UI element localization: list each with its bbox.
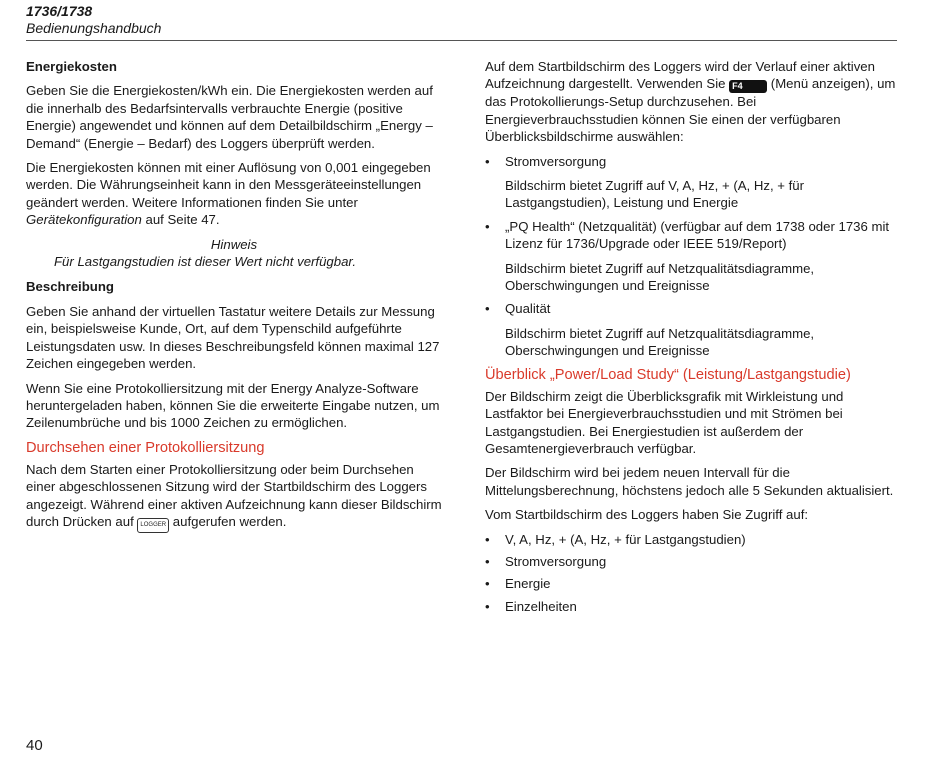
overview-paragraph-2: Der Bildschirm wird bei jedem neuen Intervall für die Mittelungsberechnung, höchstens jedoch alle 5 Sekunden aktualisiert. bbox=[485, 465, 894, 498]
energy-p2-text-b: auf Seite 47. bbox=[141, 212, 220, 228]
list-item bbox=[485, 531, 899, 548]
page-header bbox=[26, 3, 161, 37]
list-item bbox=[485, 153, 899, 212]
energy-costs-paragraph-1: Geben Sie die Energiekosten/kWh ein. Die Energiekosten werden auf die innerhalb des Bedarfsintervalls verbrauchte Energie (positive Energie) angewendet und können auf dem Detailbildschirm „Energy – Demand“ (Energie – Bedarf) des Loggers überprüft werden. bbox=[26, 83, 433, 151]
list-item-label: Stromversorgung bbox=[505, 553, 607, 569]
left-column bbox=[26, 58, 442, 540]
description-paragraph-1: Geben Sie anhand der virtuellen Tastatur weitere Details zur Messung ein, beispielsweise Kunde, Ort, auf dem Typenschild aufgeführte Leistungsdaten usw. In dieses Beschreibungsfeld können maximal 127 Zeichen eingegeben werden. bbox=[26, 303, 440, 372]
overview-paragraph-1: Der Bildschirm zeigt die Überblicksgrafik mit Wirkleistung und Lastfaktor bei Energieverbrauchsstudien und mit Strömen bei Lastgangstudien. Bei Energiestudien ist außerdem der Gesamtenergieverbrauch verfügbar. bbox=[485, 388, 844, 456]
page-number: 40 bbox=[26, 737, 43, 754]
energy-costs-paragraph-2 bbox=[26, 159, 442, 229]
bullet-icon: • bbox=[485, 153, 490, 169]
logger-key-icon: LOGGER bbox=[137, 518, 169, 533]
bullet-icon: • bbox=[485, 576, 490, 592]
note-text: Für Lastgangstudien ist dieser Wert nicht verfügbar. bbox=[54, 254, 356, 270]
list-item-description: Bildschirm bietet Zugriff auf V, A, Hz, + (A, Hz, + für Lastgangstudien), Leistung und Energie bbox=[505, 178, 805, 211]
review-session-paragraph bbox=[26, 461, 442, 533]
bullet-icon: • bbox=[485, 218, 490, 234]
review-text-a: Nach dem Starten einer Protokolliersitzung oder beim Durchsehen einer abgeschlossenen Sitzung wird der Startbildschirm des Loggers angezeigt. Während einer aktiven Aufzeichnung kann dieser Bildschirm durch Drücken auf bbox=[26, 461, 442, 529]
list-item-label: „PQ Health“ (Netzqualität) (verfügbar auf dem 1738 oder 1736 mit Lizenz für 1736/Upgrade oder IEEE 519/Report) bbox=[505, 218, 890, 252]
list-item-label: Einzelheiten bbox=[505, 598, 577, 614]
list-item-description: Bildschirm bietet Zugriff auf Netzqualitätsdiagramme, Oberschwingungen und Ereignisse bbox=[505, 325, 815, 359]
right-column bbox=[485, 58, 899, 621]
overview-paragraph-3: Vom Startbildschirm des Loggers haben Sie Zugriff auf: bbox=[485, 507, 809, 523]
bullet-icon: • bbox=[485, 301, 490, 317]
note-title: Hinweis bbox=[210, 236, 258, 252]
review-session-heading: Durchsehen einer Protokolliersitzung bbox=[26, 439, 265, 456]
energy-p2-text-a: Die Energiekosten können mit einer Auflösung von 0,001 eingegeben werden. Die Währungseinheit kann in den Messgeräteeinstellungen geändert werden. Weitere Informationen finden Sie unter bbox=[26, 160, 431, 210]
description-paragraph-2: Wenn Sie eine Protokolliersitzung mit der Energy Analyze-Software heruntergeladen haben, können Sie die erweiterte Eingabe nutzen, um Zeilenumbrüche und bis 1000 Zeichen zu ermöglichen. bbox=[26, 380, 440, 431]
power-load-overview-heading: Überblick „Power/Load Study“ (Leistung/Lastgangstudie) bbox=[485, 366, 851, 383]
list-item bbox=[485, 300, 899, 359]
list-item bbox=[485, 575, 899, 592]
device-config-link[interactable]: Gerätekonfiguration bbox=[26, 212, 142, 228]
overview-screens-list bbox=[485, 153, 899, 360]
list-item bbox=[485, 218, 899, 295]
header-rule bbox=[26, 40, 897, 41]
access-list bbox=[485, 531, 899, 616]
list-item-label: Stromversorgung bbox=[505, 153, 607, 169]
list-item-description: Bildschirm bietet Zugriff auf Netzqualitätsdiagramme, Oberschwingungen und Ereignisse bbox=[505, 260, 815, 294]
bullet-icon: • bbox=[485, 553, 490, 569]
intro-paragraph bbox=[485, 58, 899, 146]
list-item bbox=[485, 553, 899, 570]
list-item-label: Qualität bbox=[505, 301, 551, 317]
review-text-b: aufgerufen werden. bbox=[169, 513, 287, 529]
intro-text-a: Auf dem Startbildschirm des Loggers wird der Verlauf einer aktiven Aufzeichnung dargestellt. Verwenden Sie bbox=[485, 59, 875, 92]
note-block bbox=[26, 236, 442, 271]
intro-text-b: (Menü anzeigen), um das Protokollierungs-Setup durchzusehen. Bei Energieverbrauchsstudien können Sie einen der verfügbaren Überblicksbildschirme auswählen: bbox=[485, 76, 896, 145]
bullet-icon: • bbox=[485, 531, 490, 547]
description-heading: Beschreibung bbox=[26, 279, 114, 295]
list-item-label: Energie bbox=[505, 576, 551, 592]
header-subtitle: Bedienungshandbuch bbox=[26, 20, 162, 36]
energy-costs-heading: Energiekosten bbox=[26, 59, 117, 74]
list-item bbox=[485, 598, 899, 615]
list-item-label: V, A, Hz, + (A, Hz, + für Lastgangstudien) bbox=[505, 531, 746, 547]
bullet-icon: • bbox=[485, 598, 490, 614]
header-model: 1736/1738 bbox=[26, 3, 93, 19]
f4-key-icon: F4 bbox=[729, 80, 767, 93]
